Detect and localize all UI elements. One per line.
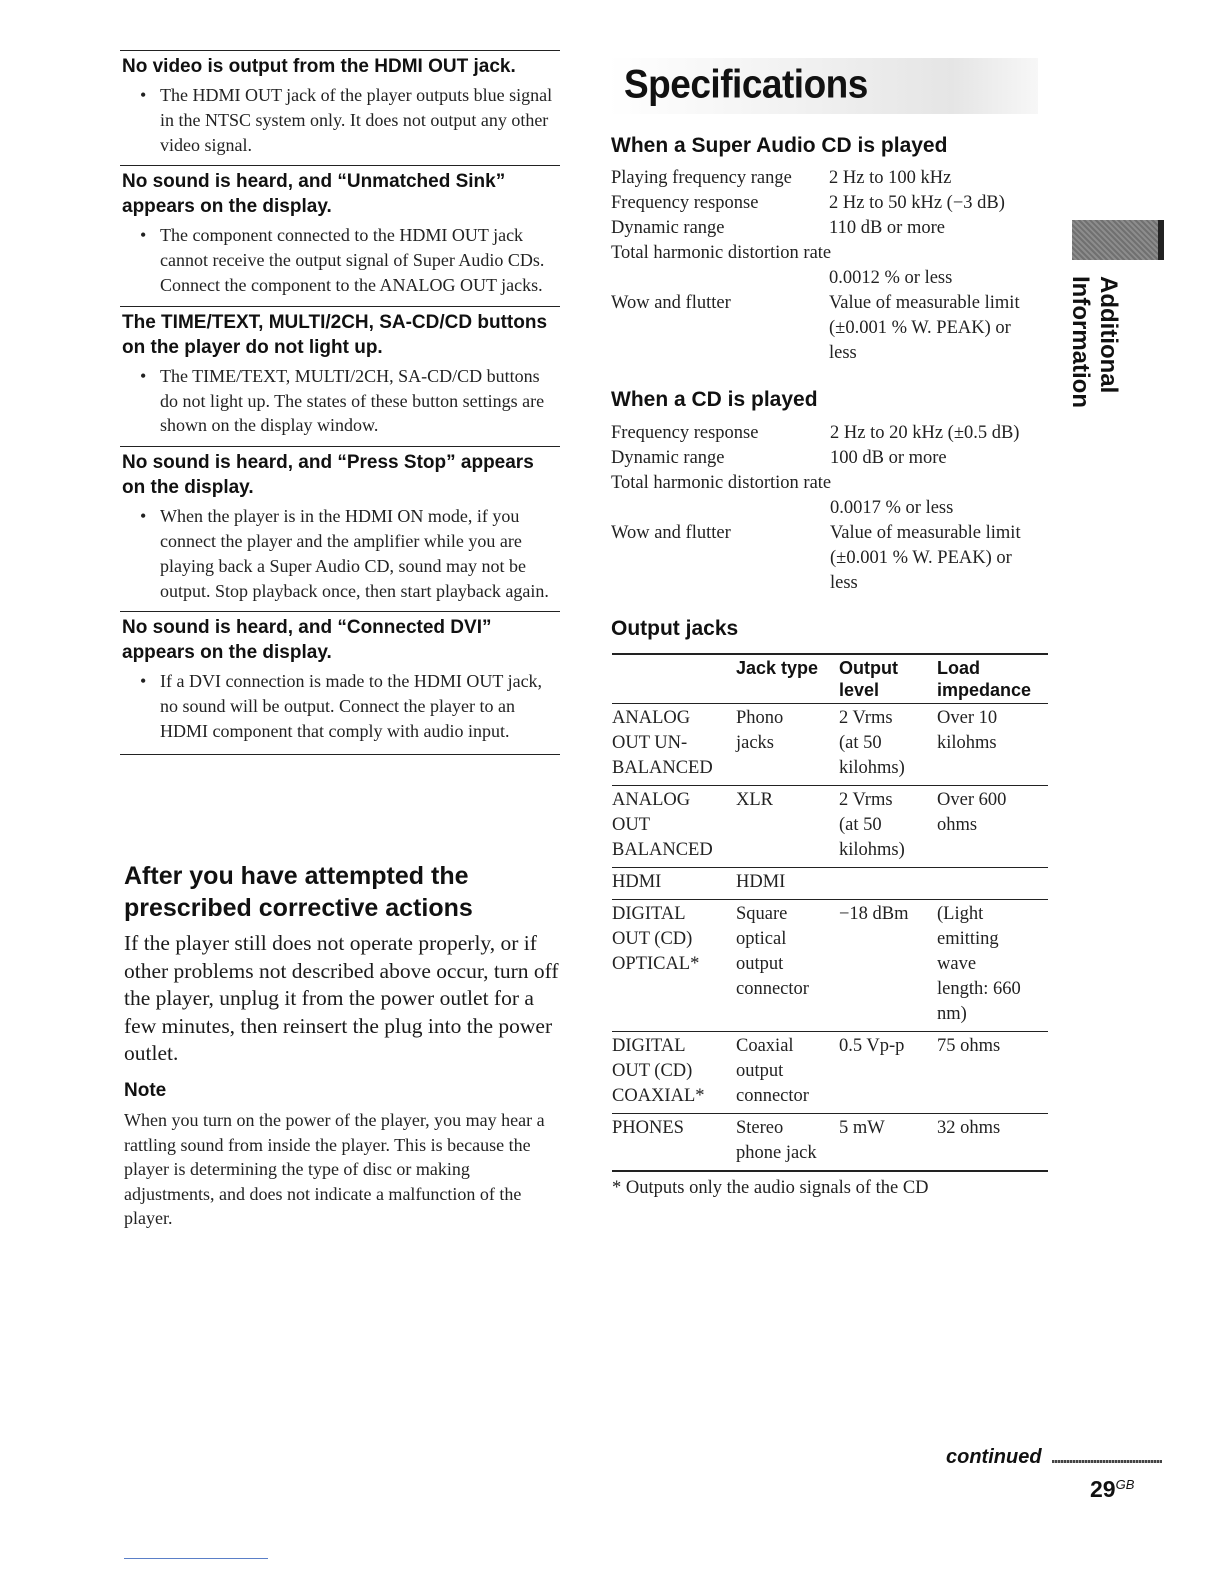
cell-line: −18 dBm	[839, 904, 909, 924]
cell-line: output	[736, 954, 784, 974]
table-cell	[839, 868, 937, 900]
cell-line: OUT (CD)	[612, 929, 693, 949]
cell-line: ANALOG	[612, 790, 691, 810]
table-cell	[612, 900, 736, 1032]
column-header: Output level	[839, 658, 898, 700]
cell-line: Stereo	[736, 1118, 784, 1138]
table-cell	[736, 1032, 839, 1114]
spec-value: 100 dB or more	[830, 448, 947, 468]
troubleshooting-body: • The HDMI OUT jack of the player outputs blue signal in the NTSC system only. It does not output any other video signal.	[140, 83, 560, 157]
cell-line: emitting	[937, 929, 999, 949]
cell-line: BALANCED	[612, 758, 713, 778]
cell-line: PHONES	[612, 1118, 684, 1138]
cell-line: output	[736, 1061, 784, 1081]
cell-line: wave	[937, 954, 977, 974]
column-header: Load impedance	[937, 658, 1032, 700]
table-cell	[937, 786, 1048, 868]
table-row	[612, 868, 1048, 900]
troubleshooting-heading: No video is output from the HDMI OUT jack.	[122, 56, 516, 77]
table-row	[612, 900, 1048, 1032]
spec-value: 0.0017 % or less	[830, 498, 954, 518]
table-row	[612, 704, 1048, 786]
cell-line: Square	[736, 904, 788, 924]
table-cell	[937, 1032, 1048, 1114]
section-tab-marker	[1072, 220, 1164, 260]
cell-line: ohms	[937, 815, 978, 835]
table-cell	[839, 1114, 937, 1172]
output-jacks-heading: Output jacks	[611, 617, 739, 640]
spec-value: Value of measurable limit	[829, 293, 1020, 313]
troubleshooting-body: • The component connected to the HDMI OUT jack cannot receive the output signal of Super Audio CDs. Connect the component to the ANALOG OUT jacks.	[140, 223, 560, 297]
table-cell	[839, 900, 937, 1032]
table-cell	[612, 786, 736, 868]
cell-line: OUT	[612, 815, 651, 835]
troubleshooting-body: • If a DVI connection is made to the HDMI OUT jack, no sound will be output. Connect the player to an HDMI component that comply with audio input.	[140, 669, 560, 743]
page-number	[1090, 1476, 1134, 1503]
cell-line: OUT UN-	[612, 733, 688, 753]
continued-label: continued	[946, 1446, 1042, 1468]
spec-value: 2 Hz to 20 kHz (±0.5 dB)	[830, 423, 1020, 443]
spec-label: Wow and flutter	[611, 293, 731, 313]
cell-line: ANALOG	[612, 708, 691, 728]
spec-label: Frequency response	[611, 423, 759, 443]
cell-line: length: 660	[937, 979, 1021, 999]
cell-line: Coaxial	[736, 1036, 794, 1056]
cell-line: (Light	[937, 904, 984, 924]
table-row	[612, 1114, 1048, 1172]
spec-value: less	[830, 573, 858, 593]
spec-label: Playing frequency range	[611, 168, 792, 188]
note-body: When you turn on the power of the player, you may hear a rattling sound from inside the player. This is because the player is determining the type of disc or making adjustments, and does not indicate a malfunction of the player.	[124, 1110, 545, 1228]
spec-label: Dynamic range	[611, 218, 725, 238]
table-cell	[612, 704, 736, 786]
cell-line: connector	[736, 1086, 809, 1106]
sacd-heading: When a Super Audio CD is played	[611, 134, 948, 157]
cell-line: HDMI	[612, 872, 662, 892]
spec-value: 0.0012 % or less	[829, 268, 953, 288]
table-cell	[839, 1032, 937, 1114]
cell-line: 32 ohms	[937, 1118, 1001, 1138]
troubleshooting-body: • When the player is in the HDMI ON mode, if you connect the player and the amplifier while you are playing back a Super Audio CD, sound may not be output. Stop playback once, then start playback again.	[140, 504, 560, 603]
page-number-suffix: GB	[1115, 1477, 1135, 1492]
cell-line: HDMI	[736, 872, 786, 892]
troubleshooting-item	[120, 611, 560, 743]
cell-line: kilohms)	[839, 840, 905, 860]
table-cell	[937, 900, 1048, 1032]
cell-line: nm)	[937, 1004, 967, 1024]
troubleshooting-body: • The TIME/TEXT, MULTI/2CH, SA-CD/CD buttons do not light up. The states of these button settings are shown on the display window.	[140, 364, 560, 438]
spec-value: 110 dB or more	[829, 218, 945, 238]
cell-line: 2 Vrms	[839, 790, 893, 810]
cell-line: 5 mW	[839, 1118, 885, 1138]
spec-value: 2 Hz to 50 kHz (−3 dB)	[829, 193, 1005, 213]
cell-line: (at 50	[839, 733, 882, 753]
cd-heading: When a CD is played	[611, 388, 818, 411]
table-row	[612, 786, 1048, 868]
troubleshooting-heading: The TIME/TEXT, MULTI/2CH, SA-CD/CD buttons on the player do not light up.	[122, 311, 548, 358]
table-cell	[937, 704, 1048, 786]
table-cell	[839, 786, 937, 868]
cell-line: (at 50	[839, 815, 882, 835]
spec-value: (±0.001 % W. PEAK) or	[829, 318, 1011, 338]
troubleshooting-heading: No sound is heard, and “Press Stop” appears on the display.	[122, 452, 534, 499]
troubleshooting-item	[120, 446, 560, 603]
column-header: Jack type	[736, 658, 819, 678]
spec-label: Dynamic range	[611, 448, 725, 468]
table-cell	[839, 704, 937, 786]
cell-line: 0.5 Vp-p	[839, 1036, 905, 1056]
troubleshooting-item	[120, 165, 560, 297]
bottom-rule	[124, 1558, 268, 1559]
cell-line: COAXIAL*	[612, 1086, 705, 1106]
spec-value: less	[829, 343, 857, 363]
section-end-rule	[120, 754, 560, 755]
cell-line: DIGITAL	[612, 904, 686, 924]
table-cell	[736, 786, 839, 868]
spec-label: Total harmonic distortion rate	[611, 473, 832, 493]
spec-value: 2 Hz to 100 kHz	[829, 168, 952, 188]
cell-line: kilohms)	[839, 758, 905, 778]
table-cell	[612, 1114, 736, 1172]
column-header	[612, 654, 736, 704]
cell-line: connector	[736, 979, 809, 999]
table-cell	[736, 1114, 839, 1172]
cell-line: phone jack	[736, 1143, 817, 1163]
cell-line: XLR	[736, 790, 773, 810]
spec-label: Frequency response	[611, 193, 759, 213]
cell-line: jacks	[736, 733, 775, 753]
troubleshooting-item	[120, 306, 560, 438]
after-body: If the player still does not operate properly, or if other problems not described above occur, turn off the player, unplug it from the power outlet for a few minutes, then reinsert the plug into the power outlet.	[124, 931, 559, 1065]
spec-label: Wow and flutter	[611, 523, 731, 543]
spec-label: Total harmonic distortion rate	[611, 243, 832, 263]
table-cell	[937, 868, 1048, 900]
troubleshooting-heading: No sound is heard, and “Connected DVI” appears on the display.	[122, 617, 492, 664]
after-heading: After you have attempted the prescribed corrective actions	[124, 862, 473, 922]
cell-line: 2 Vrms	[839, 708, 893, 728]
output-jacks-body	[612, 704, 1048, 1172]
page-title: Specifications	[624, 62, 868, 107]
cell-line: DIGITAL	[612, 1036, 686, 1056]
table-cell	[612, 1032, 736, 1114]
spec-value: (±0.001 % W. PEAK) or	[830, 548, 1012, 568]
table-cell	[736, 868, 839, 900]
cell-line: OPTICAL*	[612, 954, 700, 974]
output-jacks-table	[612, 653, 1048, 1172]
section-tab-label: Additional Information	[1067, 276, 1122, 408]
note-heading: Note	[124, 1080, 167, 1101]
troubleshooting-heading: No sound is heard, and “Unmatched Sink” appears on the display.	[122, 171, 506, 218]
table-cell	[736, 704, 839, 786]
cell-line: BALANCED	[612, 840, 713, 860]
table-cell	[612, 868, 736, 900]
cell-line: Phono	[736, 708, 784, 728]
table-cell	[736, 900, 839, 1032]
cell-line: Over 600	[937, 790, 1007, 810]
continued-rule	[1052, 1460, 1162, 1463]
page-number-value: 29	[1090, 1476, 1116, 1502]
cell-line: kilohms	[937, 733, 997, 753]
table-row	[612, 1032, 1048, 1114]
spec-value: Value of measurable limit	[830, 523, 1021, 543]
cell-line: 75 ohms	[937, 1036, 1001, 1056]
cell-line: Over 10	[937, 708, 998, 728]
table-cell	[937, 1114, 1048, 1172]
table-header-row	[612, 654, 1048, 704]
troubleshooting-item	[120, 50, 560, 157]
cell-line: OUT (CD)	[612, 1061, 693, 1081]
table-footnote: * Outputs only the audio signals of the CD	[612, 1178, 929, 1198]
cell-line: optical	[736, 929, 787, 949]
troubleshooting-list	[120, 50, 560, 755]
